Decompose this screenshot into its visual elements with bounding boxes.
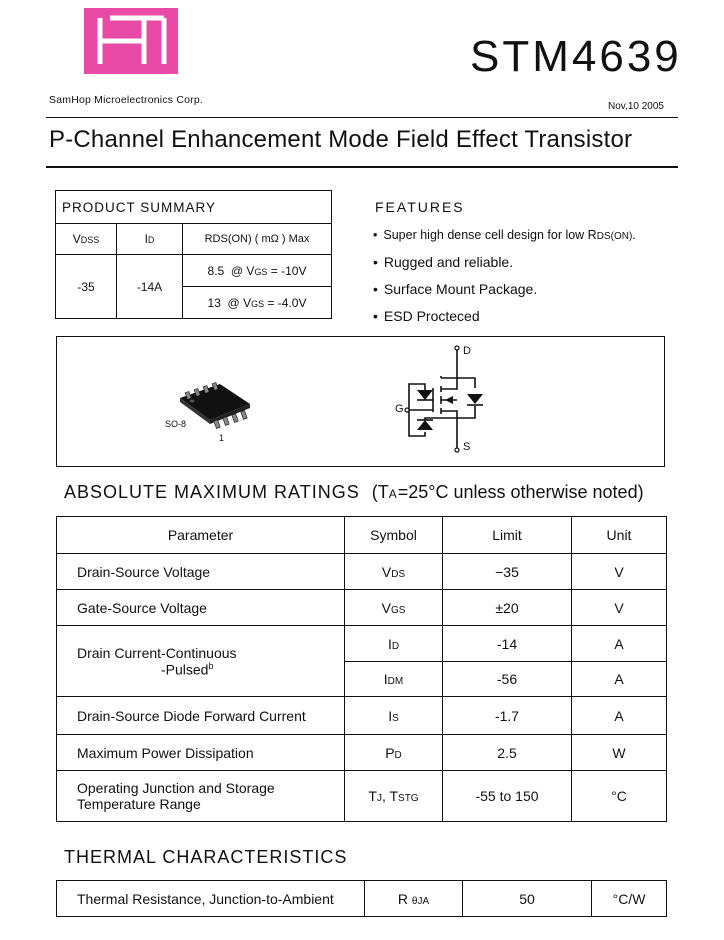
package-diagram-box xyxy=(56,336,665,467)
mosfet-schematic-icon xyxy=(395,342,495,458)
table-row: Operating Junction and Storage Temperature Range TJ, TSTG -55 to 150 °C xyxy=(57,771,667,822)
thermal-parameter: Thermal Resistance, Junction-to-Ambient xyxy=(57,881,365,917)
table-row: Drain-Source Diode Forward Current IS -1.7 A xyxy=(57,697,667,735)
table-row: Drain Current-Continuous -Pulsed$^b$ ID -14 A xyxy=(57,626,667,662)
col-id: ID xyxy=(117,224,183,255)
id-value: -14A xyxy=(117,255,183,319)
product-summary-heading: PRODUCT SUMMARY xyxy=(56,191,332,224)
abs-max-table xyxy=(56,516,667,822)
col-unit: Unit xyxy=(572,517,667,554)
feature-item: • Surface Mount Package. xyxy=(373,278,636,305)
pin-drain-label: D xyxy=(463,345,471,357)
vdss-value: -35 xyxy=(56,255,117,319)
company-name: SamHop Microelectronics Corp. xyxy=(49,94,204,106)
product-summary-table xyxy=(55,190,332,319)
features-list xyxy=(373,224,636,332)
feature-item: • ESD Procteced xyxy=(373,305,636,332)
col-parameter: Parameter xyxy=(57,517,345,554)
col-rds: RDS(ON) ( mΩ ) Max xyxy=(183,224,332,255)
rds-row-1: 8.5 @ VGS = -10V xyxy=(183,255,332,287)
thermal-limit: 50 xyxy=(463,881,592,917)
feature-item: • Super high dense cell design for low RDS(ON). xyxy=(373,224,636,251)
so8-package-icon xyxy=(160,370,260,445)
col-vdss: VDSS xyxy=(56,224,117,255)
thermal-unit: °C/W xyxy=(592,881,667,917)
abs-max-heading: ABSOLUTE MAXIMUM RATINGS (TA=25°C unless otherwise noted) xyxy=(64,482,644,502)
rds-row-2: 13 @ VGS = -4.0V xyxy=(183,287,332,319)
features-heading: FEATURES xyxy=(375,199,465,215)
thermal-table xyxy=(56,880,667,917)
title-divider xyxy=(46,166,678,168)
table-row: IDM -56 A xyxy=(57,662,667,697)
feature-item: • Rugged and reliable. xyxy=(373,251,636,278)
part-number: STM4639 xyxy=(470,32,682,81)
pin-gate-label: G xyxy=(395,403,404,415)
document-date: Nov,10 2005 xyxy=(608,101,664,112)
col-limit: Limit xyxy=(443,517,572,554)
table-row: Maximum Power Dissipation PD 2.5 W xyxy=(57,735,667,771)
document-title: P-Channel Enhancement Mode Field Effect Transistor xyxy=(49,126,633,153)
package-label: SO-8 xyxy=(165,419,187,429)
col-symbol: Symbol xyxy=(345,517,443,554)
table-row xyxy=(57,881,667,917)
header-divider xyxy=(46,117,678,118)
thermal-symbol: R θJA xyxy=(365,881,463,917)
thermal-heading: THERMAL CHARACTERISTICS xyxy=(64,847,348,867)
pin-source-label: S xyxy=(463,441,471,453)
table-row: Drain-Source Voltage VDS −35 V xyxy=(57,554,667,590)
pin-one-label: 1 xyxy=(219,433,225,443)
table-row: Gate-Source Voltage VGS ±20 V xyxy=(57,590,667,626)
company-logo xyxy=(84,8,178,74)
